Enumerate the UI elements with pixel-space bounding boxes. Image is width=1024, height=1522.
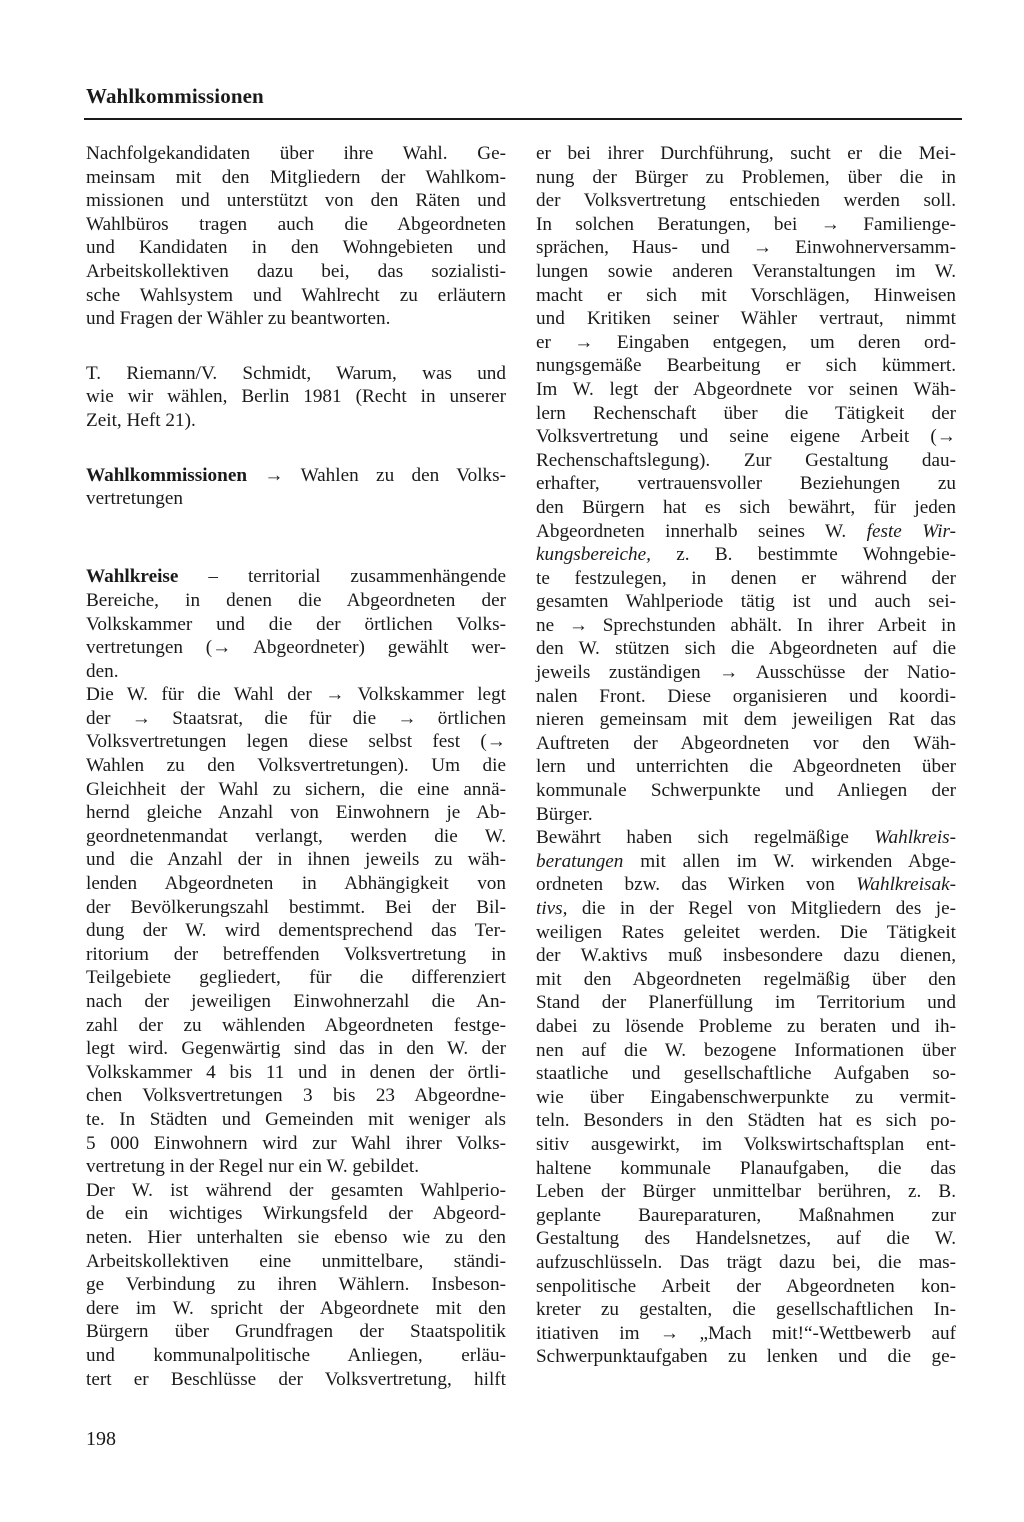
page-number: 198: [86, 1428, 116, 1450]
literature-reference: T. Riemann/V. Schmidt, Warum, was und wie wir wählen, Berlin 1981 (Recht in unserer Zeit, Heft 21).: [86, 362, 506, 431]
entry-wahlkreise: Wahlkreise – territorial zusammenhängende Bereiche, in denen die Abgeordneten der Volkskammer und die der örtlichen Volks- vertretungen (→ Abgeordneter) gewählt wer- den. Die W. für die Wahl der → Volkskammer legt der → Staatsrat, die für die → örtlichen Volksvertretungen legen diese selbst fest (→ Wahlen zu den Volksvertretungen). Um die Gleichheit der Wahl zu sichern, die eine annä- hernd gleiche Anzahl von Einwohnern je Ab- geordnetenmandat verlangt, werden die W. und die Anzahl der in ihnen jeweils zu wäh- lenden Abgeordneten in Abhängigkeit von der Bevölkerungszahl bestimmt. Bei der Bil- dung der W. wird dementsprechend das Ter- ritorium der betreffenden Volksvertretung in Teilgebiete gegliedert, für die differenziert nach der jeweiligen Einwohnerzahl die An- zahl der zu wählenden Abgeordneten festge- legt wird. Gegenwärtig sind das in den W. der Volkskammer 4 bis 11 und in denen der örtli- chen Volksvertretungen 3 bis 23 Abgeordne- te. In Städten und Gemeinden mit weniger als 5 000 Einwohnern wird zur Wahl ihrer Volks- vertretung in der Regel nur ein W. gebildet. Der W. ist während der gesamten Wahlperio- de ein wichtiges Wirkungsfeld der Abgeord- neten. Hier unterhalten sie ebenso wie zu den Arbeitskollektiven eine unmittelbare, ständi- ge Verbindung zu ihren Wählern. Insbeson- dere im W. spricht der Abgeordnete mit den Bürgern über Grundfragen der Staatspolitik und kommunalpolitische Anliegen, erläu- tert er Beschlüsse der Volksvertretung, hilft: [86, 566, 506, 1390]
running-head: Wahlkommissionen: [86, 84, 264, 108]
wahlkreise-definition: – territorial zusammenhängende: [178, 566, 506, 588]
paragraph-wahlkreise-continued: er bei ihrer Durchführung, sucht er die Mei- nung der Bürger zu Problemen, über die in der Volksvertretung entschieden werden soll. In solchen Beratungen, bei → Familienge- sprächen, Haus- und → Einwohnerversamm- lungen sowie anderen Veranstaltungen im W. macht er sich mit Vorschlägen, Hinweisen und Kritiken seiner Wähler vertraut, nimmt er → Eingaben entgegen, um deren ord- nungsgemäße Bearbeitung er sich kümmert. Im W. legt der Abgeordnete vor seinen Wäh- lern Rechenschaft über die Tätigkeit der Volksvertretung und seine eigene Arbeit (→ Rechenschaftslegung). Zur Gestaltung dau- erhafter, vertrauensvoller Beziehungen zu den Bürgern hat es sich bewährt, für jeden Abgeordneten innerhalb seines W. feste Wir- kungsbereiche, z. B. bestimmte Wohngebie- te festzulegen, in denen er während der gesamten Wahlperiode tätig ist und auch sei- ne → Sprechstunden abhält. In ihrer Arbeit in den W. stützen sich die Abgeordneten auf die jeweils zuständigen → Ausschüsse der Natio- nalen Front. Diese organisieren und koordi- nieren gemeinsam mit dem jeweiligen Rat das Auftreten der Abgeordneten vor den Wäh- lern und unterrichten die Abgeordneten über kommunale Schwerpunkte und Anliegen der Bürger. Bewährt haben sich regelmäßige Wahlkreis- beratungen mit allen im W. wirkenden Abge- ordneten bzw. das Wirken von Wahlkreisak- tivs, die in der Regel von Mitgliedern des je- weiligen Rates geleitet werden. Die Tätigkeit der W.aktivs muß insbesondere dazu dienen, mit den Abgeordneten regelmäßig über den Stand der Planerfüllung im Territorium und dabei zu lösende Probleme zu beraten und ih- nen auf die W. bezogene Informationen über staatliche und gesellschaftliche Aufgaben so- wie über Eingabenschwerpunkte zu vermit- teln. Besonders in den Städten hat es sich po- sitiv ausgewirkt, im Volkswirtschaftsplan ent- haltene kommunale Planaufgaben, die das Leben der Bürger unmittelbar berühren, z. B. geplante Baureparaturen, Maßnahmen zur Gestaltung des Handelsnetzes, auf die W. aufzuschlüsseln. Das trägt dazu bei, die mas- senpolitische Arbeit der Abgeordneten kon- kreter zu gestalten, die gesellschaftlichen In- itiativen im → „Mach mit!“-Wettbewerb auf Schwerpunktaufgaben zu lenken und die ge-: [536, 143, 957, 1368]
right-column: [536, 142, 956, 1369]
entry-wahlkommissionen: Wahlkommissionen → Wahlen zu den Volks- vertretungen: [86, 464, 506, 510]
header-rule: [84, 118, 962, 120]
entry-term: Wahlkommissionen: [86, 464, 248, 486]
left-column: [86, 142, 506, 1391]
entry-term: Wahlkreise: [86, 566, 179, 588]
paragraph-continuation: Nachfolgekandidaten über ihre Wahl. Ge- meinsam mit den Mitgliedern der Wahlkom- missionen und unterstützt von den Räten und Wahlbüros tragen auch die Abgeordneten und Kandidaten in den Wohngebieten und Arbeitskollektiven dazu bei, das sozialisti- sche Wahlsystem und Wahlrecht zu erläutern und Fragen der Wähler zu beantworten.: [86, 143, 506, 330]
